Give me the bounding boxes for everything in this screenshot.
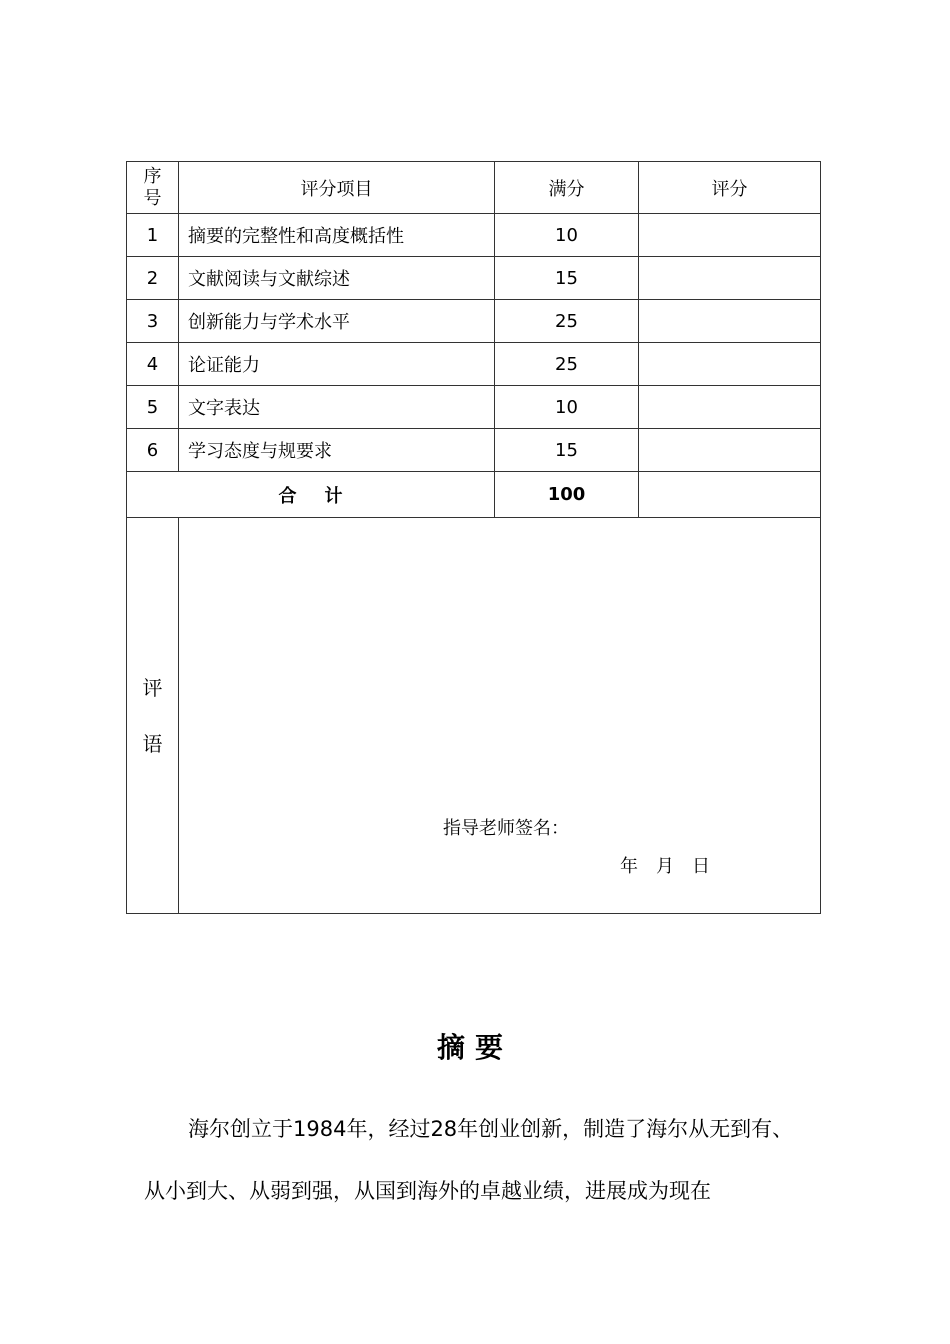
total-row	[127, 472, 821, 518]
row-full: 15	[495, 257, 639, 300]
comment-row	[127, 518, 821, 914]
row-no: 6	[127, 429, 179, 472]
header-item: 评分项目	[179, 162, 495, 214]
table-header-row	[127, 162, 821, 214]
table-row	[127, 429, 821, 472]
row-full: 15	[495, 429, 639, 472]
row-item: 摘要的完整性和高度概括性	[179, 214, 495, 257]
row-no: 1	[127, 214, 179, 257]
row-no: 3	[127, 300, 179, 343]
total-full: 100	[495, 472, 639, 518]
table-row	[127, 214, 821, 257]
abstract-body: 海尔创立于1984年，经过28年创业创新，制造了海尔从无到有、从小到大、从弱到强，从国到海外的卓越业绩，进展成为现在	[144, 1117, 794, 1203]
signature-date	[620, 852, 728, 878]
comment-label-char: 评	[142, 675, 163, 700]
total-label-part: 合	[278, 485, 297, 507]
date-year-label: 年	[620, 856, 638, 877]
table-row	[127, 343, 821, 386]
row-full: 10	[495, 214, 639, 257]
comment-label-char: 语	[142, 731, 163, 756]
row-score-cell[interactable]	[639, 343, 821, 386]
total-score-cell[interactable]	[639, 472, 821, 518]
row-score-cell[interactable]	[639, 300, 821, 343]
row-no: 2	[127, 257, 179, 300]
total-label-part: 计	[324, 485, 343, 507]
row-item: 文字表达	[179, 386, 495, 429]
comment-label	[127, 518, 179, 914]
row-no: 4	[127, 343, 179, 386]
table-row	[127, 257, 821, 300]
date-day-label: 日	[692, 856, 710, 877]
row-item: 创新能力与学术水平	[179, 300, 495, 343]
header-full: 满分	[495, 162, 639, 214]
row-score-cell[interactable]	[639, 214, 821, 257]
table-row	[127, 386, 821, 429]
abstract-title: 摘要	[436, 1031, 513, 1064]
date-month-label: 月	[656, 856, 674, 877]
header-seq-label: 序号	[143, 165, 162, 209]
row-item: 学习态度与规要求	[179, 429, 495, 472]
table-row	[127, 300, 821, 343]
row-no: 5	[127, 386, 179, 429]
row-full: 10	[495, 386, 639, 429]
grading-table	[126, 161, 821, 914]
header-seq	[127, 162, 179, 214]
row-score-cell[interactable]	[639, 429, 821, 472]
comment-area[interactable]	[179, 518, 821, 914]
row-score-cell[interactable]	[639, 386, 821, 429]
total-label	[127, 472, 495, 518]
row-item: 文献阅读与文献综述	[179, 257, 495, 300]
row-score-cell[interactable]	[639, 257, 821, 300]
advisor-signature-label: 指导老师签名：	[443, 818, 569, 839]
row-full: 25	[495, 300, 639, 343]
row-full: 25	[495, 343, 639, 386]
header-score: 评分	[639, 162, 821, 214]
row-item: 论证能力	[179, 343, 495, 386]
